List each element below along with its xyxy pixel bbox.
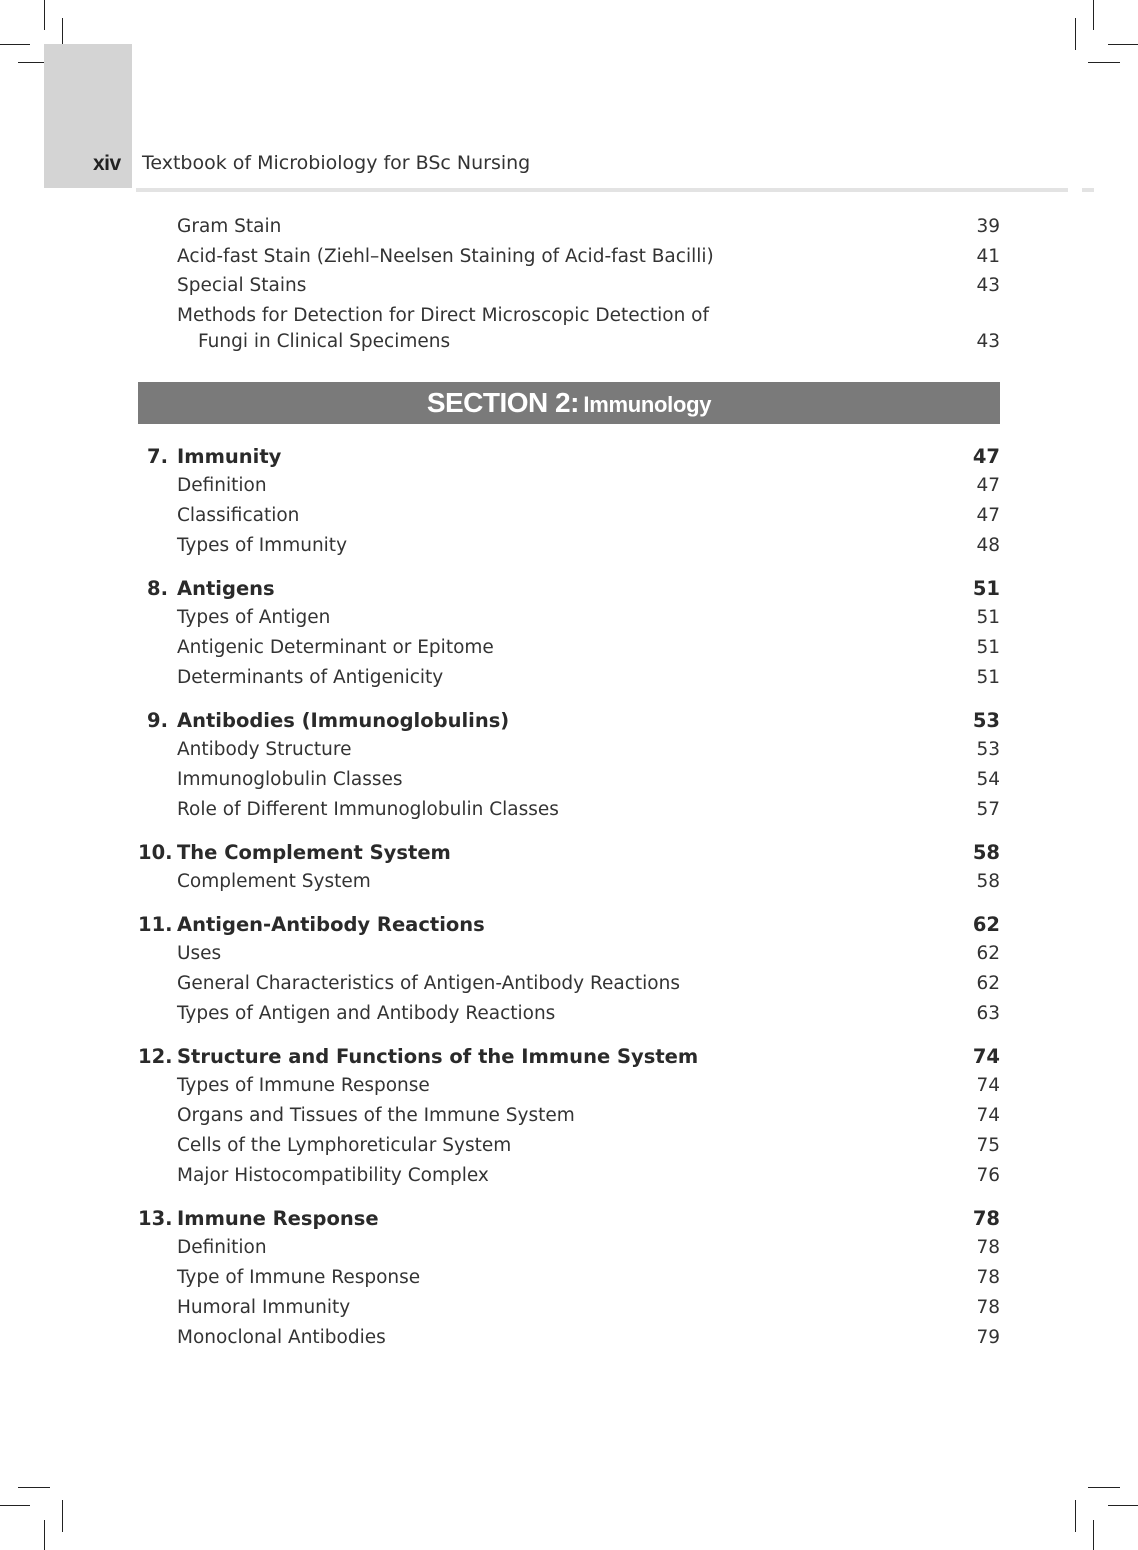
toc-entry-title: Gram Stain (177, 216, 282, 237)
toc-entry-title: Cells of the Lymphoreticular System (177, 1135, 512, 1156)
crop-mark (44, 0, 45, 30)
toc-entry-title: Organs and Tissues of the Immune System (177, 1105, 575, 1126)
toc-entry-page: 78 (976, 1267, 1000, 1288)
toc-entry-title: Monoclonal Antibodies (177, 1327, 386, 1348)
chapter-number: 11. (138, 913, 173, 936)
chapter-number: 13. (138, 1207, 173, 1230)
chapter-title: Antigens (177, 577, 275, 600)
toc-entry-page: 78 (976, 1297, 1000, 1318)
toc-entry-page: 76 (976, 1165, 1000, 1186)
toc-entry-page: 62 (976, 973, 1000, 994)
toc-entry-title: Role of Different Immunoglobulin Classes (177, 799, 559, 820)
chapter-title: Immune Response (177, 1207, 379, 1230)
toc-entry-page: 47 (976, 475, 1000, 496)
crop-mark (18, 1487, 50, 1488)
toc-entry-page: 43 (976, 275, 1000, 296)
chapter-number: 9. (147, 709, 168, 732)
chapter-title: The Complement System (177, 841, 451, 864)
toc-entry-title: Major Histocompatibility Complex (177, 1165, 489, 1186)
chapter-title: Antigen-Antibody Reactions (177, 913, 485, 936)
toc-entry-page: 41 (976, 246, 1000, 267)
toc-entry-page: 58 (976, 871, 1000, 892)
toc-entry-title: Methods for Detection for Direct Microscopic Detection of (177, 305, 710, 326)
toc-entry-page: 54 (976, 769, 1000, 790)
toc-entry-page: 51 (976, 667, 1000, 688)
toc-entry-page: 39 (976, 216, 1000, 237)
crop-mark (1093, 0, 1094, 30)
chapter-page: 58 (972, 841, 1000, 864)
crop-mark (44, 1520, 45, 1550)
section-banner (138, 382, 1000, 424)
toc-entry-page: 51 (976, 607, 1000, 628)
chapter-number: 7. (147, 445, 168, 468)
chapter-title: Antibodies (Immunoglobulins) (177, 709, 510, 732)
toc-entry-title: Special Stains (177, 275, 307, 296)
toc-entry-title: Types of Immune Response (177, 1075, 430, 1096)
toc-entry-page: 74 (976, 1075, 1000, 1096)
header-rule (1082, 188, 1094, 192)
toc-entry-title: General Characteristics of Antigen-Antibody Reactions (177, 973, 680, 994)
toc-entry-page: 48 (976, 535, 1000, 556)
toc-entry-title: Classification (177, 505, 300, 526)
toc-entry-title: Type of Immune Response (177, 1267, 421, 1288)
toc-entry-title: Complement System (177, 871, 371, 892)
chapter-page: 53 (972, 709, 1000, 732)
chapter-title: Structure and Functions of the Immune System (177, 1045, 699, 1068)
toc-entry-title: Types of Antigen (177, 607, 331, 628)
toc-entry-title: Immunoglobulin Classes (177, 769, 403, 790)
toc-entry-page: 62 (976, 943, 1000, 964)
chapter-page: 62 (972, 913, 1000, 936)
toc-entry-page: 47 (976, 505, 1000, 526)
chapter-page: 78 (972, 1207, 1000, 1230)
chapter-title: Immunity (177, 445, 282, 468)
page-number: xiv (93, 152, 121, 175)
toc-entry-page: 79 (976, 1327, 1000, 1348)
chapter-number: 8. (147, 577, 168, 600)
toc-entry-title: Determinants of Antigenicity (177, 667, 444, 688)
toc-entry-page: 78 (976, 1237, 1000, 1258)
toc-entry-page: 63 (976, 1003, 1000, 1024)
toc-entry-title: Types of Antigen and Antibody Reactions (177, 1003, 556, 1024)
crop-mark (1088, 62, 1120, 63)
toc-entry-title-continued: Fungi in Clinical Specimens (198, 331, 451, 352)
crop-mark (0, 44, 30, 45)
header-rule (136, 188, 1068, 192)
crop-mark (1075, 1500, 1076, 1532)
section-title: Immunology (583, 392, 712, 417)
section-label: SECTION 2: (426, 387, 579, 418)
crop-mark (62, 1500, 63, 1532)
chapter-page: 47 (972, 445, 1000, 468)
toc-entry-page: 57 (976, 799, 1000, 820)
toc-entry-title: Humoral Immunity (177, 1297, 351, 1318)
crop-mark (0, 1505, 30, 1506)
crop-mark (1088, 1487, 1120, 1488)
toc-entry-title: Antibody Structure (177, 739, 352, 760)
crop-mark (1075, 18, 1076, 50)
crop-mark (1108, 44, 1138, 45)
crop-mark (1108, 1505, 1138, 1506)
toc-entry-title: Types of Immunity (177, 535, 348, 556)
toc-entry-page: 74 (976, 1105, 1000, 1126)
toc-entry-title: Acid-fast Stain (Ziehl–Neelsen Staining of Acid-fast Bacilli) (177, 246, 714, 267)
chapter-page: 51 (972, 577, 1000, 600)
toc-entry-page: 43 (976, 331, 1000, 352)
toc-entry-page: 75 (976, 1135, 1000, 1156)
toc-entry-title: Definition (177, 1237, 267, 1258)
chapter-number: 12. (138, 1045, 173, 1068)
toc-entry-title: Definition (177, 475, 267, 496)
toc-entry-page: 51 (976, 637, 1000, 658)
chapter-number: 10. (138, 841, 173, 864)
chapter-page: 74 (972, 1045, 1000, 1068)
running-title: Textbook of Microbiology for BSc Nursing (142, 152, 531, 174)
toc-entry-title: Uses (177, 943, 222, 964)
toc-entry-title: Antigenic Determinant or Epitome (177, 637, 494, 658)
crop-mark (1093, 1520, 1094, 1550)
toc-entry-page: 53 (976, 739, 1000, 760)
